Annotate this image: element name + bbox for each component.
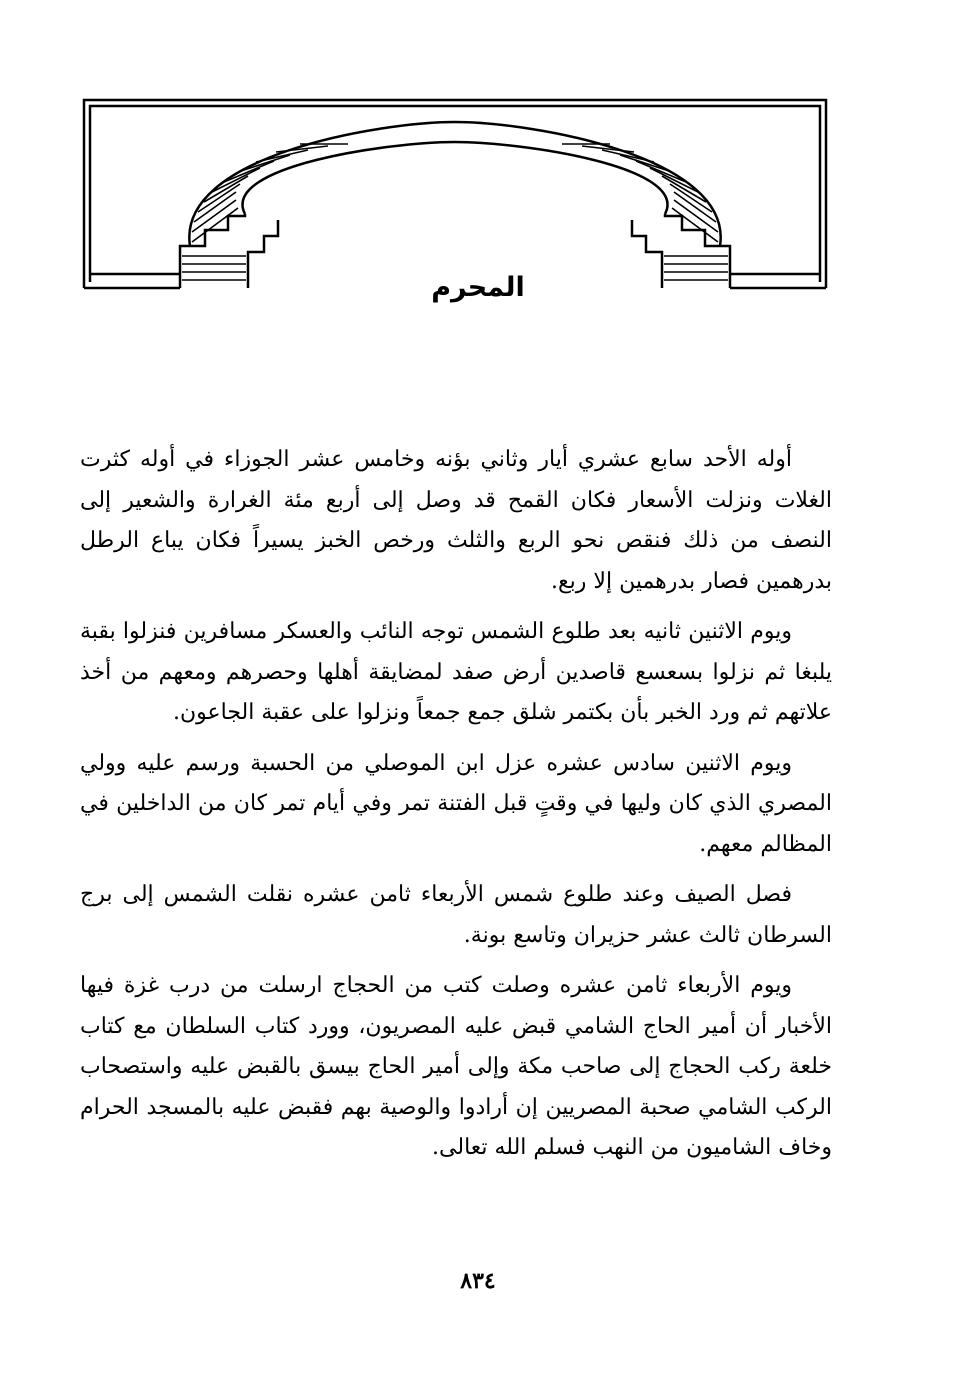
paragraph: ويوم الأربعاء ثامن عشره وصلت كتب من الحجاج ارسلت من درب غزة فيها الأخبار أن أمير الحاج الشامي قبض عليه المصريون، وورد كتاب السلطان مع كتاب خلعة ركب الحجاج إلى صاحب مكة وإلى أمير الحاج بيسق بالقبض عليه واستصحاب الركب الشامي صحبة المصريين إن أرادوا والوصية بهم فقبض عليه بالمسجد الحرام وخاف الشاميون من النهب فسلم الله تعالى. xyxy=(80,973,832,1160)
body-text xyxy=(80,440,832,1179)
page-number: ٨٣٤ xyxy=(460,1268,496,1294)
paragraph: ويوم الاثنين سادس عشره عزل ابن الموصلي من الحسبة ورسم عليه وولي المصري الذي كان وليها في وقتٍ قبل الفتنة تمر وفي أيام تمر كان من الداخلين في المظالم معهم. xyxy=(80,750,832,857)
paragraph: أوله الأحد سابع عشري أيار وثاني بؤنه وخامس عشر الجوزاء في أوله كثرت الغلات ونزلت الأسعار فكان القمح قد وصل إلى أربع مئة الغرارة والشعير إلى النصف من ذلك فنقص نحو الربع والثلث ورخص الخبز يسيراً فكان يباع الرطل بدرهمين فصار بدرهمين إلا ربع. xyxy=(80,447,832,594)
paragraph: ويوم الاثنين ثانيه بعد طلوع الشمس توجه النائب والعسكر مسافرين فنزلوا بقبة يلبغا ثم نزلوا بسعسع قاصدين أرض صفد لمضايقة أهلها وحصرهم ومعهم من أخذ علاتهم ثم ورد الخبر بأن بكتمر شلق جمع جمعاً ونزلوا على عقبة الجاعون. xyxy=(80,619,832,725)
chapter-header-ornament xyxy=(80,96,830,292)
chapter-title: المحرم xyxy=(431,272,525,303)
paragraph: فصل الصيف وعند طلوع شمس الأربعاء ثامن عشره نقلت الشمس إلى برج السرطان ثالث عشر حزيران وتاسع بونة. xyxy=(80,882,832,948)
